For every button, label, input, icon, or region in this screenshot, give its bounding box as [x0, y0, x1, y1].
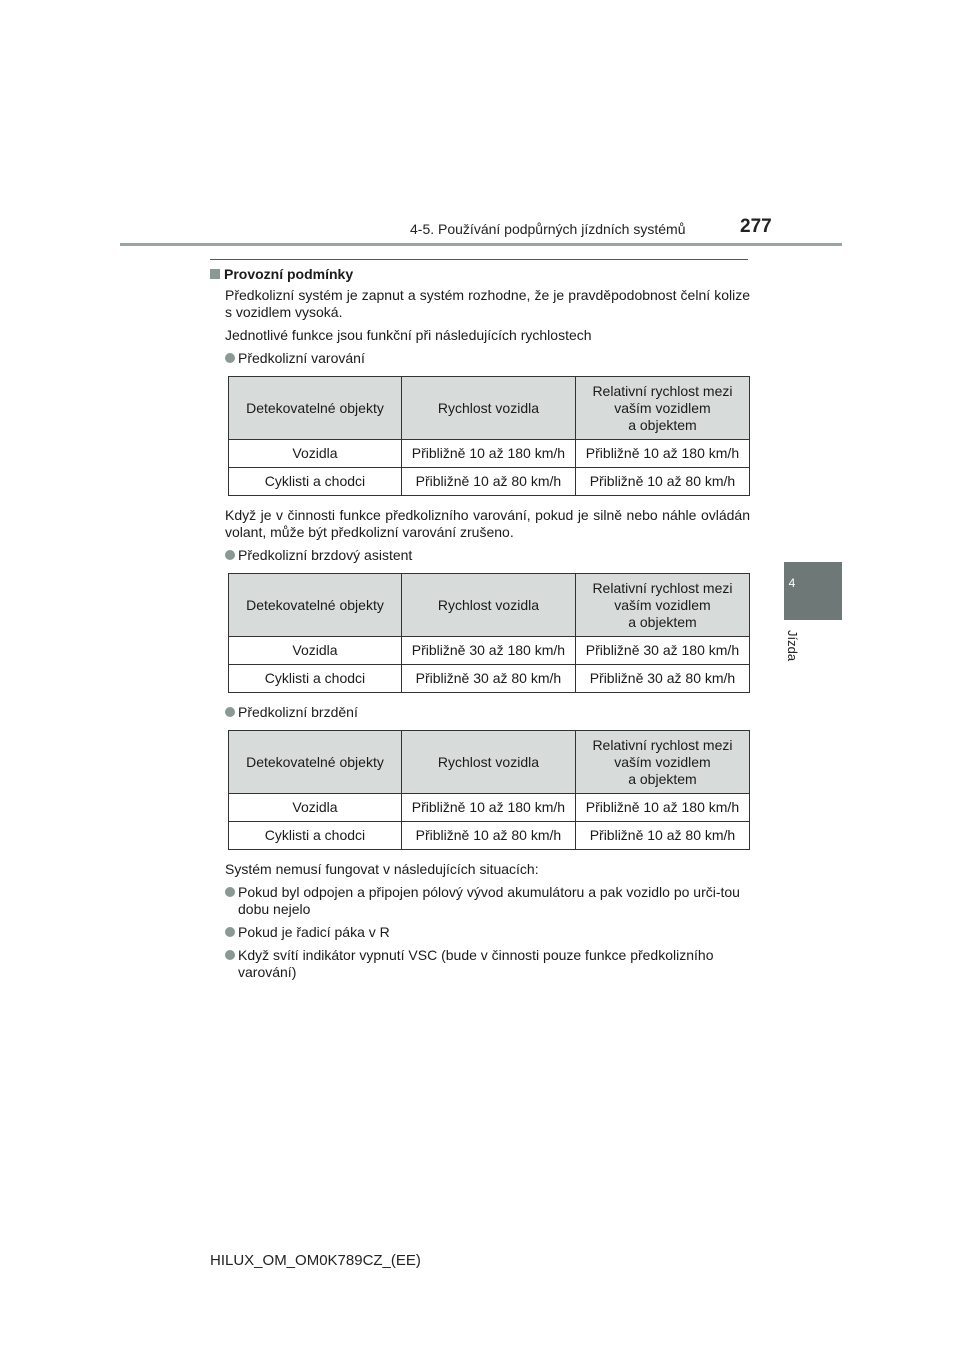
table-row	[229, 637, 750, 665]
table-row	[229, 665, 750, 693]
speed-table-brake-assist	[228, 573, 750, 693]
content	[210, 266, 750, 987]
intro-paragraph: Předkolizní systém je zapnut a systém rozhodne, že je pravděpodobnost čelní kolize s vozidlem vysoká.	[225, 287, 750, 320]
page-number: 277	[740, 216, 772, 237]
chapter-number: 4	[788, 576, 796, 590]
col-header: Rychlost vozidla	[401, 574, 575, 637]
table-cell: Přibližně 30 až 180 km/h	[401, 637, 575, 665]
block-title-brake-assist: Předkolizní brzdový asistent	[225, 547, 750, 564]
situation-item: Pokud byl odpojen a připojen pólový vývod akumulátoru a pak vozidlo po urči-tou dobu nejelo	[225, 884, 750, 918]
col-header: Relativní rychlost mezi vaším vozidlem a objektem	[575, 731, 749, 794]
table-cell: Přibližně 10 až 80 km/h	[401, 468, 575, 496]
col-header: Detekovatelné objekty	[229, 377, 402, 440]
table-header-row	[229, 574, 750, 637]
square-bullet-icon	[210, 269, 220, 279]
table-cell: Přibližně 30 až 180 km/h	[575, 637, 749, 665]
col-header: Detekovatelné objekty	[229, 731, 402, 794]
table-cell: Vozidla	[229, 794, 402, 822]
speed-table-warning	[228, 376, 750, 496]
table-cell: Vozidla	[229, 637, 402, 665]
warning-note: Když je v činnosti funkce předkolizního varování, pokud je silně nebo náhle ovládán volant, může být předkolizní varování zrušeno.	[225, 507, 750, 540]
header-rule	[120, 243, 842, 246]
situation-item: Když svítí indikátor vypnutí VSC (bude v činnosti pouze funkce předkolizního varování)	[225, 947, 750, 981]
table-row	[229, 440, 750, 468]
col-header: Rychlost vozidla	[401, 377, 575, 440]
table-cell: Cyklisti a chodci	[229, 665, 402, 693]
speed-table-braking	[228, 730, 750, 850]
header-section-title: 4-5. Používání podpůrných jízdních systémů	[410, 221, 686, 237]
table-cell: Přibližně 10 až 80 km/h	[401, 822, 575, 850]
block-title-braking: Předkolizní brzdění	[225, 704, 750, 721]
content-rule	[210, 259, 748, 260]
table-cell: Přibližně 10 až 180 km/h	[575, 440, 749, 468]
speeds-intro: Jednotlivé funkce jsou funkční při následujících rychlostech	[225, 327, 592, 343]
table-row	[229, 822, 750, 850]
table-row	[229, 794, 750, 822]
table-cell: Přibližně 10 až 80 km/h	[575, 822, 749, 850]
table-cell: Přibližně 30 až 80 km/h	[401, 665, 575, 693]
situations-intro: Systém nemusí fungovat v následujících situacích:	[225, 861, 539, 877]
document-code: HILUX_OM_OM0K789CZ_(EE)	[210, 1252, 421, 1269]
table-cell: Cyklisti a chodci	[229, 822, 402, 850]
block-title-warning: Předkolizní varování	[225, 350, 750, 367]
table-cell: Cyklisti a chodci	[229, 468, 402, 496]
chapter-tab	[784, 562, 842, 620]
chapter-label: Jízda	[785, 630, 800, 662]
col-header: Relativní rychlost mezi vaším vozidlem a objektem	[575, 377, 749, 440]
table-header-row	[229, 377, 750, 440]
section-heading: Provozní podmínky	[210, 266, 750, 283]
table-cell: Přibližně 30 až 80 km/h	[575, 665, 749, 693]
situation-item: Pokud je řadicí páka v R	[225, 924, 750, 941]
col-header: Relativní rychlost mezi vaším vozidlem a objektem	[575, 574, 749, 637]
table-cell: Přibližně 10 až 180 km/h	[401, 440, 575, 468]
table-cell: Přibližně 10 až 180 km/h	[401, 794, 575, 822]
col-header: Rychlost vozidla	[401, 731, 575, 794]
table-cell: Přibližně 10 až 80 km/h	[575, 468, 749, 496]
table-cell: Vozidla	[229, 440, 402, 468]
col-header: Detekovatelné objekty	[229, 574, 402, 637]
table-row	[229, 468, 750, 496]
table-header-row	[229, 731, 750, 794]
table-cell: Přibližně 10 až 180 km/h	[575, 794, 749, 822]
